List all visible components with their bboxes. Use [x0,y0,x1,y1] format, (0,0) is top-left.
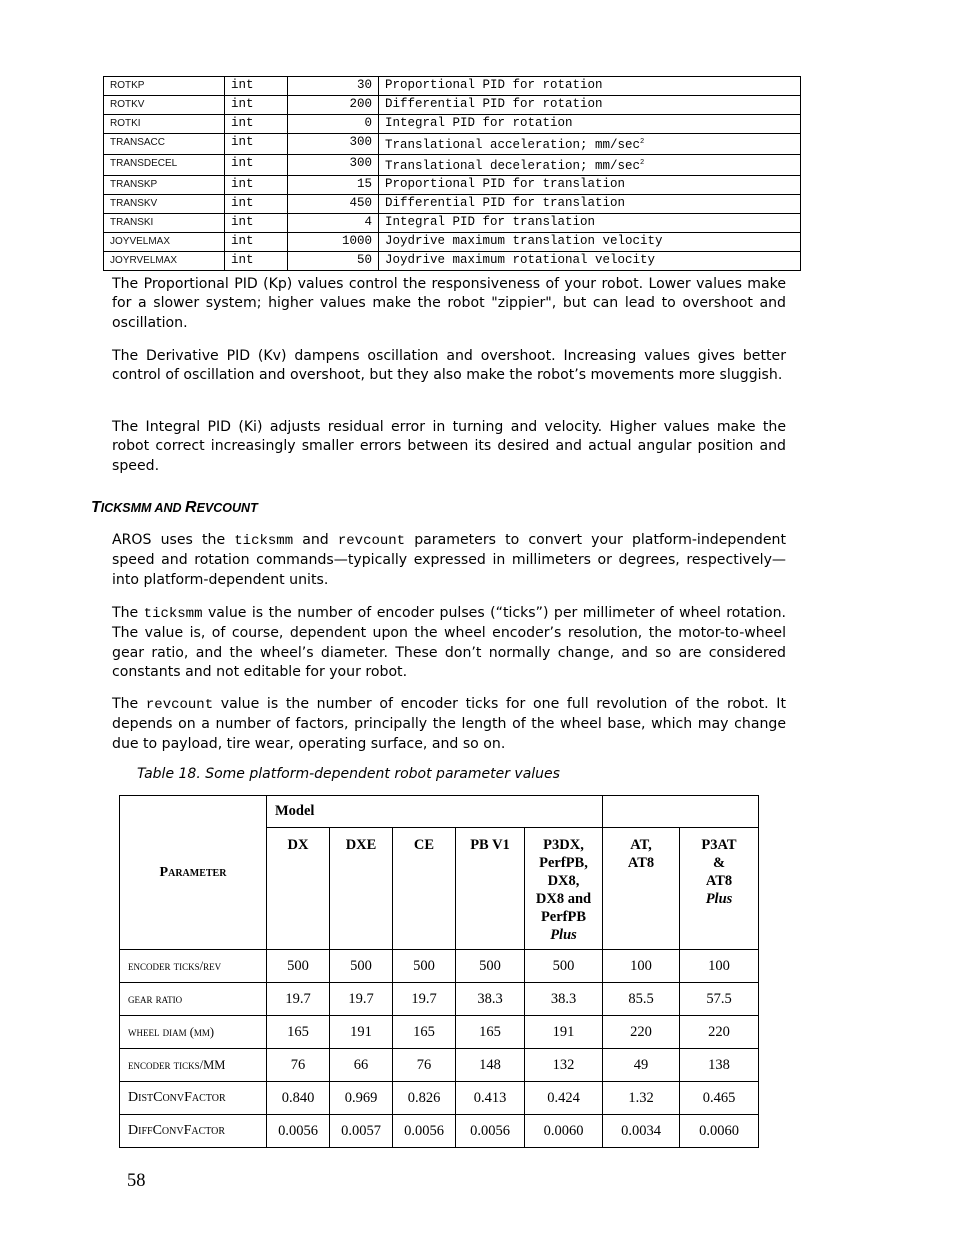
param-value [288,96,379,115]
param-description-text: Differential PID for translation [385,196,626,210]
param-description-text: Joydrive maximum rotational velocity [385,253,656,267]
param-description [379,233,801,252]
model-value-cell: 0.0056 [456,1115,525,1148]
param-description-text: Translational deceleration; mm/sec [385,159,641,173]
squared-superscript: 2 [640,138,645,146]
model-value-cell: 0.424 [525,1082,603,1115]
parameter-row [104,77,801,96]
kv-paragraph: The Derivative PID (Kv) dampens oscillation and overshoot. Increasing values gives better control of oscillation and overshoot, but they also make the robot’s movements more sluggish. [112,348,786,384]
param-type [225,96,288,115]
param-value-text: 15 [356,177,372,191]
param-description-text: Differential PID for rotation [385,97,603,111]
model-value-cell: 191 [330,1016,393,1049]
param-name [104,195,225,214]
model-value-cell: 191 [525,1016,603,1049]
model-value-cell: 500 [456,950,525,983]
page-number: 58 [127,1171,146,1191]
model-column-header [680,828,759,950]
model-value-cell: 500 [525,950,603,983]
param-name-text: ROTKI [110,118,141,129]
param-description-text: Proportional PID for rotation [385,78,603,92]
ki-paragraph: The Integral PID (Ki) adjusts residual error in turning and velocity. Higher values make the robot correct increasingly smaller errors between its desired and actual angular position and speed. [112,419,786,474]
model-data-row [120,1016,759,1049]
model-header-row [120,796,759,828]
aros-text-1: AROS uses the [112,532,235,548]
squared-superscript: 2 [640,159,645,167]
param-description-text: Integral PID for rotation [385,116,573,130]
param-type-text: int [231,78,254,92]
model-value-cell: 38.3 [456,983,525,1016]
revcount-text-1: The [112,696,146,712]
model-header-line: DX [287,837,309,853]
param-type [225,214,288,233]
model-value-cell: 500 [267,950,330,983]
model-data-row [120,1049,759,1082]
revcount-text-2: value is the number of encoder ticks for one full revolution of the robot. It depends on a number of factors, principally the length of the wheel base, which may change due to payload, tire wear, operating surface, and so on. [112,696,786,752]
row-label: DiffConvFactor [120,1115,267,1148]
heading-cap-r: R [185,499,197,516]
param-value-text: 1000 [341,234,372,248]
model-value-cell: 100 [680,950,759,983]
model-header-italic: Plus [705,891,733,907]
param-type [225,155,288,176]
param-type [225,134,288,155]
param-type-text: int [231,177,254,191]
revcount-code-2: revcount [145,697,214,713]
model-data-row [120,950,759,983]
model-value-cell: 220 [680,1016,759,1049]
model-value-cell: 0.0056 [267,1115,330,1148]
param-value [288,155,379,176]
row-label: encoder ticks/MM [120,1049,267,1082]
param-name [104,176,225,195]
param-value-text: 50 [356,253,372,267]
param-type-text: int [231,253,254,267]
model-header-line: DXE [345,837,377,853]
model-header-line: P3DX, [543,837,584,853]
model-value-cell: 0.0056 [393,1115,456,1148]
param-type-text: int [231,116,254,130]
parameter-row [104,115,801,134]
model-value-cell: 148 [456,1049,525,1082]
model-data-row [120,1115,759,1148]
section-heading [91,499,258,517]
param-type-text: int [231,196,254,210]
model-value-cell: 38.3 [525,983,603,1016]
model-value-cell: 19.7 [267,983,330,1016]
model-header-line: PerfPB, [539,855,588,871]
param-description [379,195,801,214]
param-name [104,233,225,252]
param-name [104,155,225,176]
parameter-row [104,195,801,214]
parameter-row [104,155,801,176]
param-description [379,115,801,134]
model-column-header [525,828,603,950]
param-type [225,195,288,214]
model-value-cell: 165 [456,1016,525,1049]
model-table [119,795,759,1148]
param-value [288,195,379,214]
model-header-line: & [712,855,726,871]
param-value-text: 200 [349,97,372,111]
model-table-body [120,796,759,1148]
param-name [104,77,225,96]
param-name-text: JOYVELMAX [110,236,171,247]
revcount-paragraph [112,695,786,754]
model-header-line: CE [413,837,435,853]
model-header-line: AT8 [705,873,733,889]
param-name-text: ROTKV [110,99,145,110]
param-name-text: TRANSKV [110,198,158,209]
param-type [225,77,288,96]
param-name [104,252,225,271]
param-name-text: TRANSKP [110,179,158,190]
heading-cap-t: T [91,499,101,516]
model-value-cell: 0.826 [393,1082,456,1115]
ticksmm-text-2: value is the number of encoder pulses (“ticks”) per millimeter of wheel rotation. The value is, of course, dependent upon the wheel encoder’s resolution, the motor-to-wheel gear ratio, and the wheel’s diameter. These don’t normally change, and so are considered constants and not editable for your robot. [112,605,786,680]
param-value [288,134,379,155]
model-value-cell: 220 [603,1016,680,1049]
param-name-text: JOYRVELMAX [110,255,178,266]
model-value-cell: 19.7 [330,983,393,1016]
param-type-text: int [231,135,254,149]
model-value-cell: 0.465 [680,1082,759,1115]
param-description [379,252,801,271]
heading-small-1: ICKSMM AND [100,501,186,515]
parameter-row [104,96,801,115]
param-description [379,214,801,233]
model-header-line: DX8 and [535,891,592,907]
model-value-cell: 76 [393,1049,456,1082]
heading-small-2: EVCOUNT [196,501,258,515]
param-name [104,134,225,155]
model-value-cell: 0.0060 [525,1115,603,1148]
parameter-row [104,134,801,155]
param-value-text: 0 [364,116,372,130]
param-value-text: 30 [356,78,372,92]
param-value [288,233,379,252]
param-type-text: int [231,215,254,229]
param-type [225,176,288,195]
param-description [379,96,801,115]
model-column-header [456,828,525,950]
model-header-line: AT8 [627,855,655,871]
model-value-cell: 1.32 [603,1082,680,1115]
model-value-cell: 138 [680,1049,759,1082]
param-name-text: TRANSDECEL [110,158,178,169]
row-label: gear ratio [120,983,267,1016]
model-value-cell: 0.969 [330,1082,393,1115]
param-type-text: int [231,97,254,111]
blank-header [603,796,759,828]
model-column-header [603,828,680,950]
model-header-italic: Plus [550,927,577,943]
param-name [104,96,225,115]
param-value-text: 300 [349,156,372,170]
model-data-row [120,1082,759,1115]
model-value-cell: 500 [330,950,393,983]
param-name [104,115,225,134]
parameter-row [104,214,801,233]
param-type-text: int [231,156,254,170]
ticksmm-paragraph [112,604,786,682]
model-value-cell: 165 [393,1016,456,1049]
param-description-text: Joydrive maximum translation velocity [385,234,663,248]
model-value-cell: 132 [525,1049,603,1082]
parameter-row [104,233,801,252]
revcount-code: revcount [337,533,406,549]
param-value-text: 450 [349,196,372,210]
param-name-text: ROTKP [110,80,145,91]
param-type-text: int [231,234,254,248]
parameter-header: Parameter [120,796,267,950]
model-column-header [330,828,393,950]
model-value-cell: 66 [330,1049,393,1082]
param-type [225,252,288,271]
model-value-cell: 165 [267,1016,330,1049]
model-header-line: PerfPB [540,909,587,925]
model-column-header [267,828,330,950]
ticksmm-code: ticksmm [234,533,294,549]
param-value [288,214,379,233]
param-description [379,77,801,96]
model-header-line: DX8, [547,873,580,889]
model-value-cell: 49 [603,1049,680,1082]
row-label: encoder ticks/rev [120,950,267,983]
table-caption: Table 18. Some platform-dependent robot parameter values [137,766,560,782]
param-description [379,176,801,195]
param-description [379,155,801,176]
model-value-cell: 500 [393,950,456,983]
ticksmm-text-1: The [112,605,144,621]
row-label: wheel diam (mm) [120,1016,267,1049]
param-description-text: Integral PID for translation [385,215,596,229]
parameter-table-body [104,77,801,271]
model-data-row [120,983,759,1016]
model-column-header [393,828,456,950]
param-name-text: TRANSACC [110,137,166,148]
kp-paragraph: The Proportional PID (Kp) values control the responsiveness of your robot. Lower values make for a slower system; higher values make the robot "zippier", but can lead to overshoot and oscillation. [112,276,786,331]
model-value-cell: 0.0060 [680,1115,759,1148]
param-type [225,233,288,252]
model-value-cell: 0.840 [267,1082,330,1115]
model-value-cell: 85.5 [603,983,680,1016]
model-value-cell: 19.7 [393,983,456,1016]
model-header: Model [267,796,603,828]
param-value [288,115,379,134]
aros-paragraph [112,531,786,590]
param-description-text: Proportional PID for translation [385,177,626,191]
param-description [379,134,801,155]
param-name [104,214,225,233]
param-value [288,176,379,195]
row-label: DistConvFactor [120,1082,267,1115]
model-value-cell: 100 [603,950,680,983]
model-value-cell: 0.0034 [603,1115,680,1148]
model-value-cell: 0.0057 [330,1115,393,1148]
param-value-text: 4 [364,215,372,229]
model-header-line: AT, [630,837,652,853]
aros-text-2: and [293,532,338,548]
parameter-table [103,76,801,271]
param-name-text: TRANSKI [110,217,154,228]
param-value [288,252,379,271]
model-value-cell: 0.413 [456,1082,525,1115]
param-value-text: 300 [349,135,372,149]
model-header-line: PB V1 [470,837,510,853]
parameter-row [104,176,801,195]
parameter-row [104,252,801,271]
param-description-text: Translational acceleration; mm/sec [385,138,641,152]
model-value-cell: 76 [267,1049,330,1082]
model-value-cell: 57.5 [680,983,759,1016]
param-type [225,115,288,134]
param-value [288,77,379,96]
model-header-line: P3AT [701,837,737,853]
aros-text-3: parameters to convert your platform-independent speed and rotation commands—typically expressed in millimeters or degrees, respectively—into platform-dependent units. [112,532,787,588]
ticksmm-code-2: ticksmm [143,606,203,622]
